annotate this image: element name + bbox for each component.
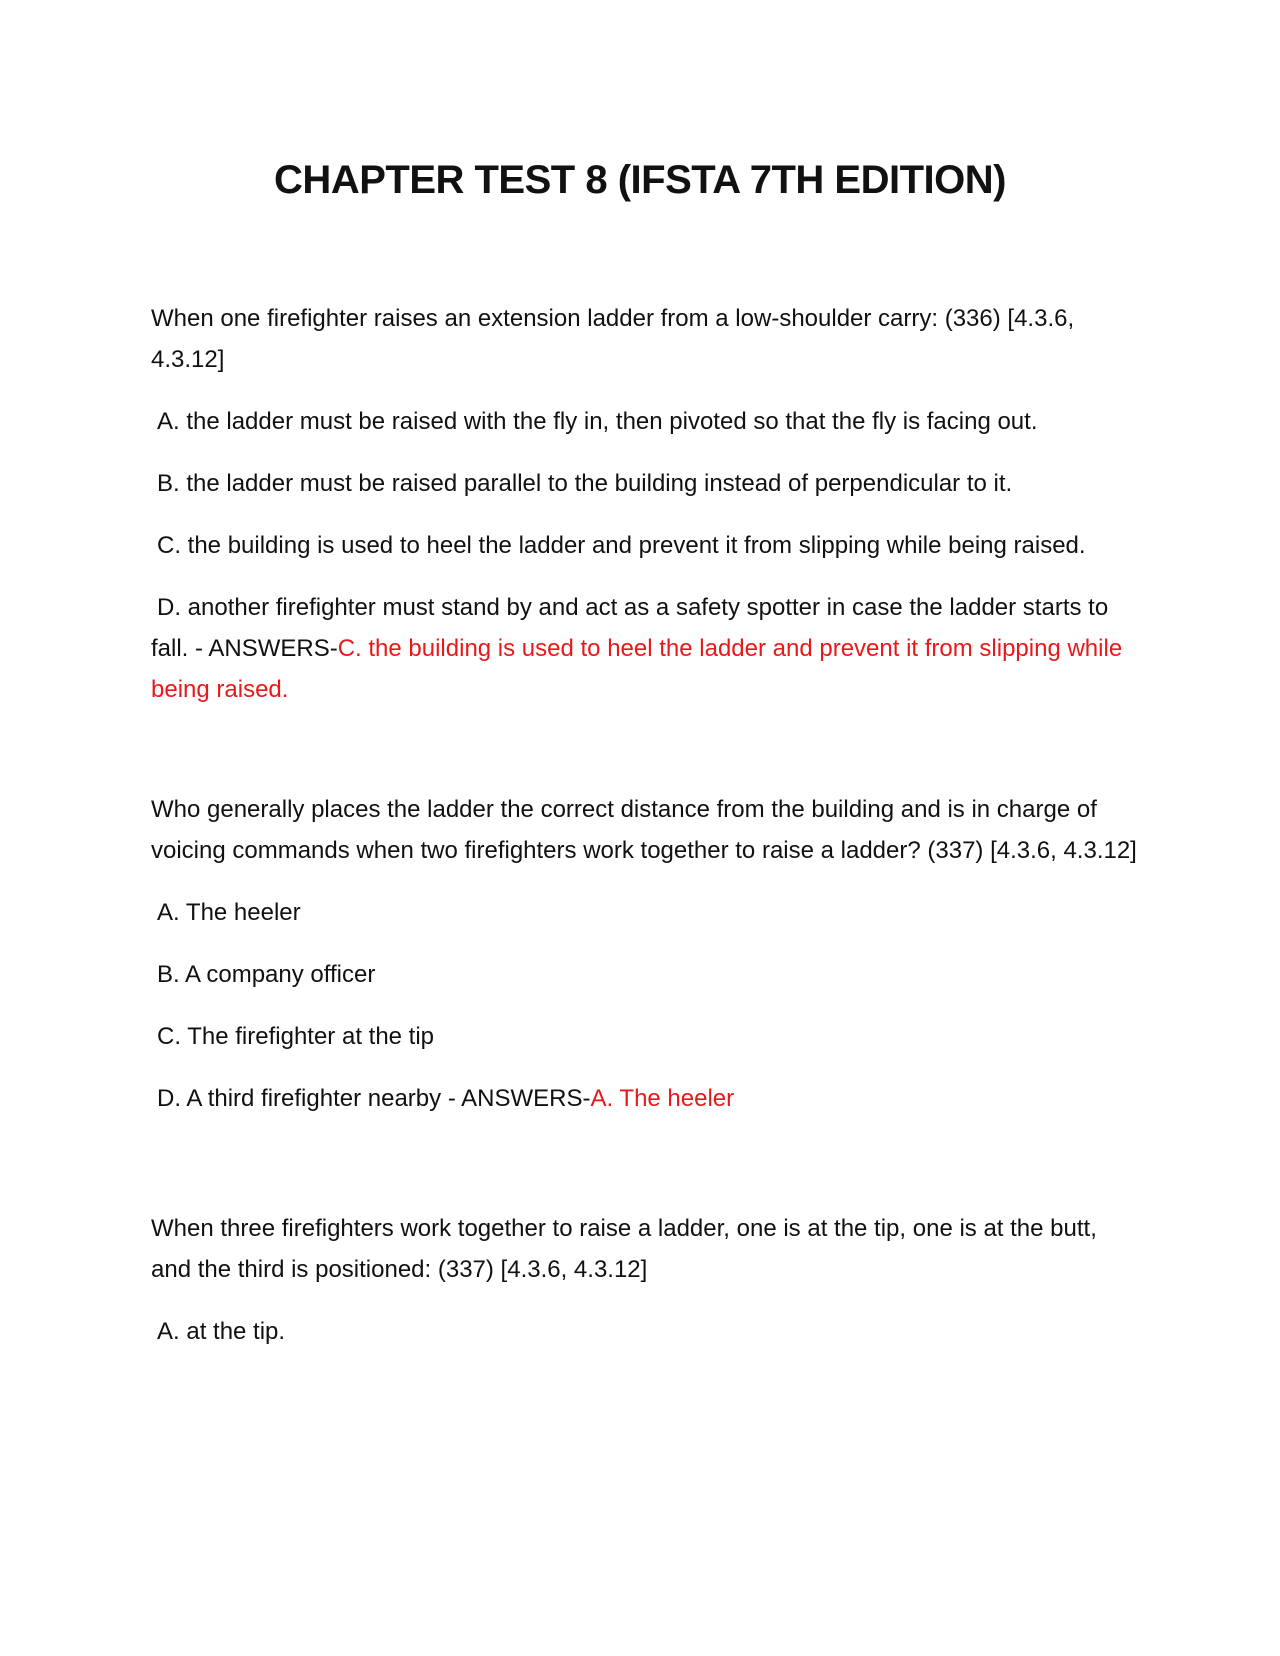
option-c: C. The firefighter at the tip: [157, 1023, 435, 1050]
question-3: [151, 1208, 1141, 1352]
option-b: B. A company officer: [157, 961, 376, 988]
spacer: [151, 1140, 1141, 1208]
answer-text: A. The heeler: [590, 1085, 735, 1112]
answer-text: C. the building is used to heel the ladder and prevent it from slipping while being raised.: [151, 635, 1123, 703]
document-body: [151, 298, 1141, 1373]
question-text: When three firefighters work together to raise a ladder, one is at the tip, one is at the butt, and the third is positioned: (337) [4.3.6, 4.3.12]: [151, 1215, 1097, 1283]
question-text: Who generally places the ladder the correct distance from the building and is in charge of voicing commands when two firefighters work together to raise a ladder? (337) [4.3.6, 4.3.12]: [151, 796, 1137, 864]
document-title: CHAPTER TEST 8 (IFSTA 7TH EDITION): [274, 158, 1006, 202]
option-c: C. the building is used to heel the ladder and prevent it from slipping while being raised.: [157, 532, 1086, 559]
option-d: [151, 587, 1141, 710]
spacer: [151, 731, 1141, 789]
option-b: B. the ladder must be raised parallel to the building instead of perpendicular to it.: [157, 470, 1013, 497]
option-d-text: D. another firefighter must stand by and act as a safety spotter in case the ladder starts to fall. - ANSWERS-: [151, 594, 1109, 662]
option-a: A. the ladder must be raised with the fly in, then pivoted so that the fly is facing out.: [157, 408, 1038, 435]
question-1: [151, 298, 1141, 710]
option-d-text: D. A third firefighter nearby - ANSWERS-: [157, 1085, 591, 1112]
question-2: [151, 789, 1141, 1119]
option-a: A. at the tip.: [157, 1318, 286, 1345]
question-text: When one firefighter raises an extension ladder from a low-shoulder carry: (336) [4.3.6, 4.3.12]: [151, 305, 1075, 373]
option-a: A. The heeler: [157, 899, 301, 926]
option-d: [151, 1078, 1141, 1119]
